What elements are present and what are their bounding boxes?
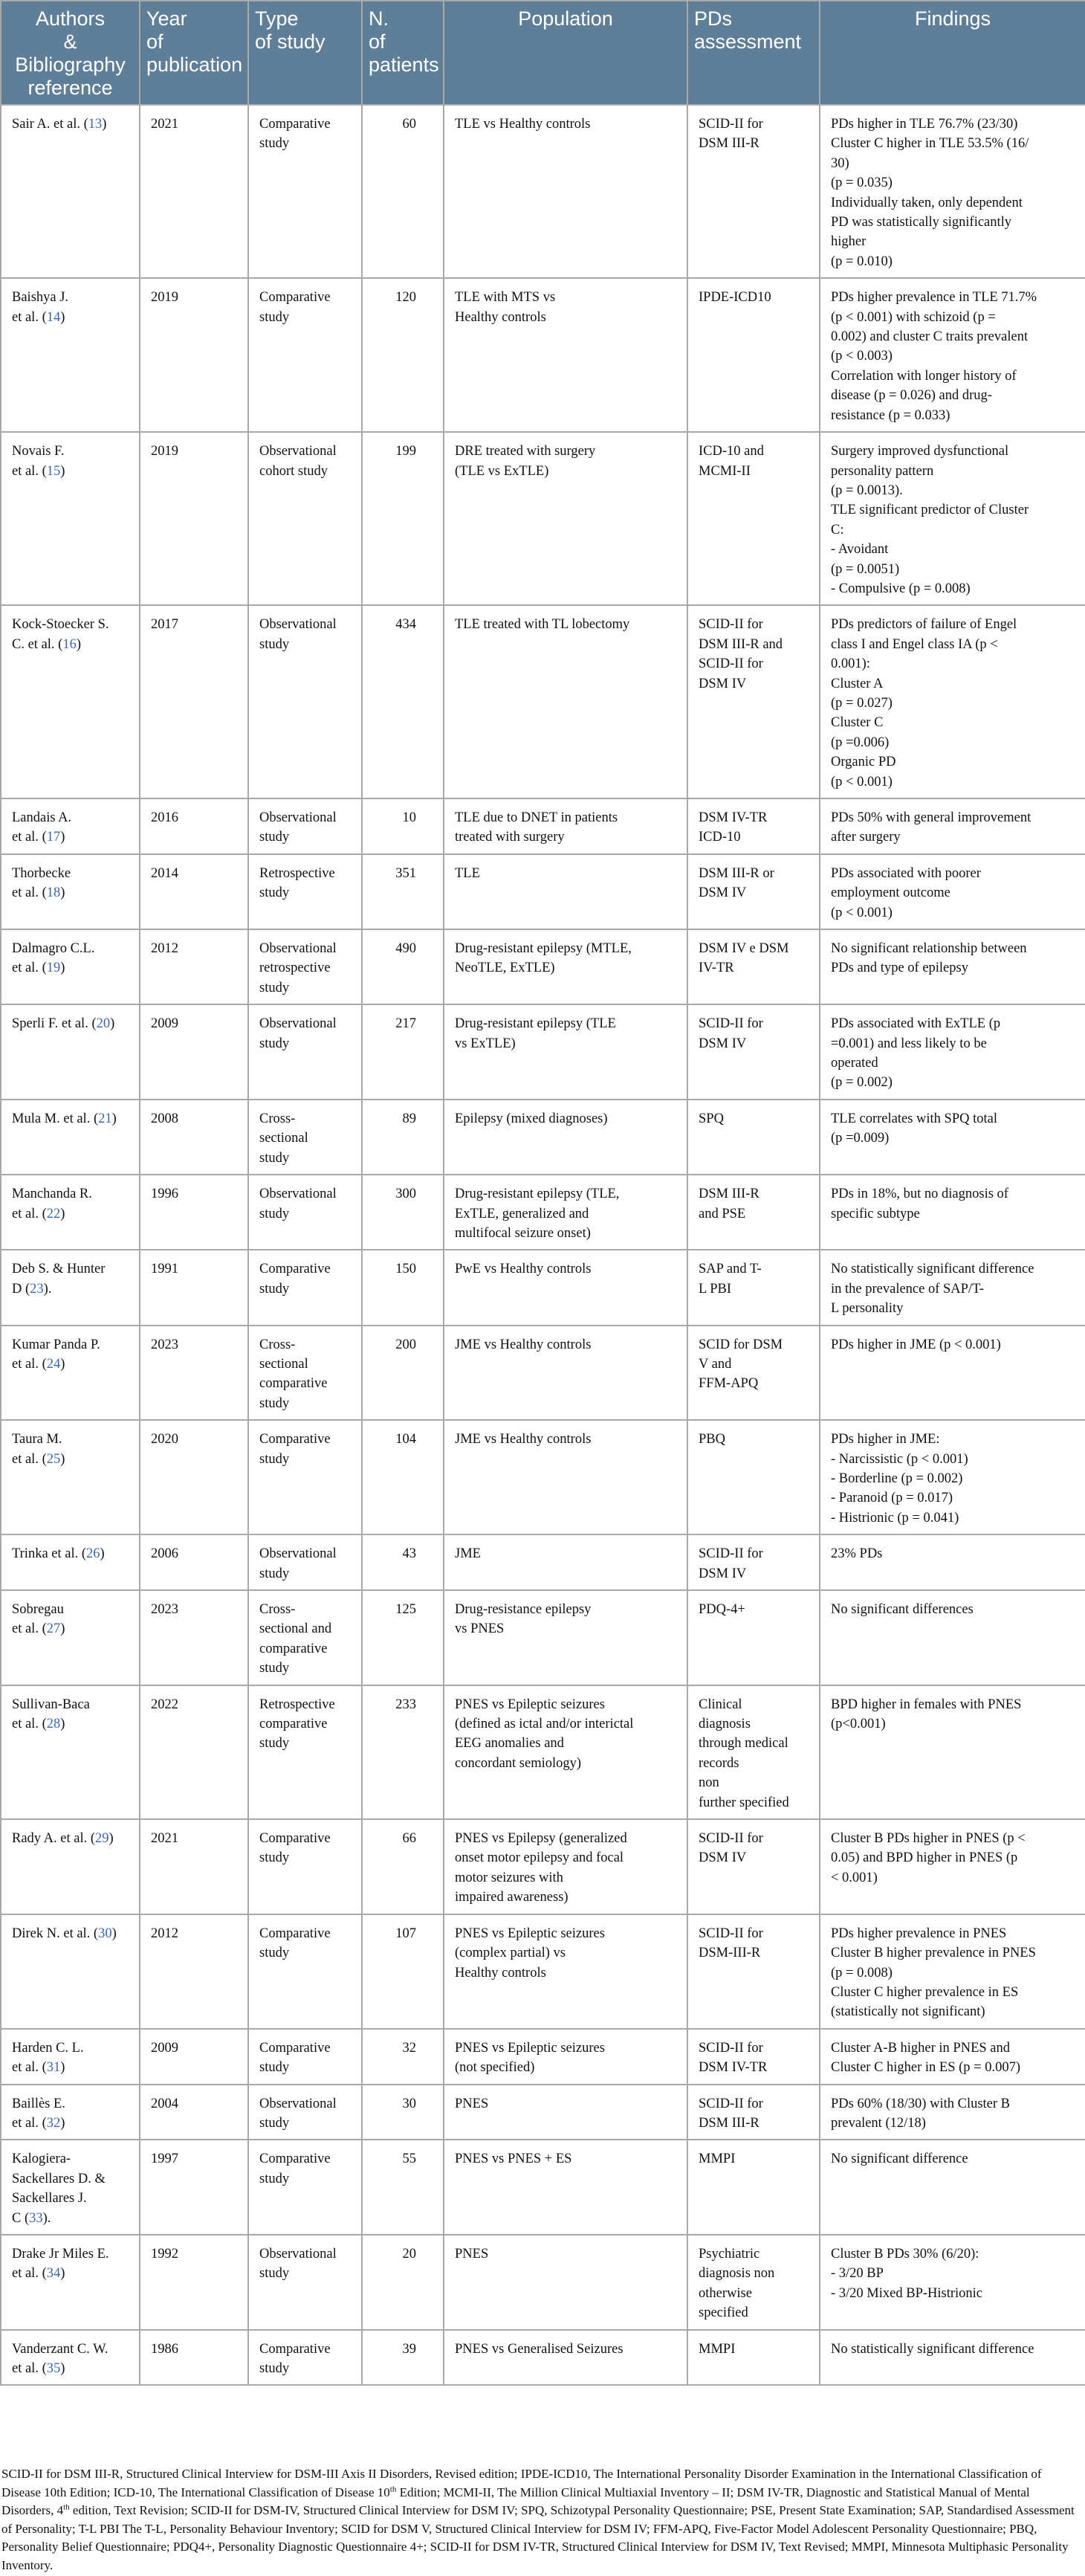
table-footnote [1, 2465, 1079, 2575]
cell-author [1, 1590, 140, 1685]
cell-year: 2021 [140, 1819, 248, 1914]
author-name: Dalmagro C.L. et al. ( [12, 941, 95, 976]
cell-study-type: Observational cohort study [248, 432, 362, 605]
author-suffix: ) [76, 636, 81, 652]
cell-study-type: Observational study [248, 1175, 362, 1250]
author-name: Kumar Panda P. et al. ( [12, 1337, 100, 1372]
author-name: Thorbecke et al. ( [12, 865, 71, 901]
header-authors: Authors & Bibliography reference [1, 1, 140, 105]
cell-population: PNES vs Epileptic seizures (not specified) [444, 2029, 687, 2085]
cell-findings: PDs associated with ExTLE (p =0.001) and less likely to be operated (p = 0.002) [820, 1004, 1085, 1100]
cell-pds-assessment: DSM III-R or DSM IV [687, 854, 820, 929]
footnote-part3: edition, Text Revision; SCID-II for DSM-IV, Structured Clinical Interview for DSM IV; SPQ, Schizotypal Personality Questionnaire; PSE, Present State Examination; SAP, Standardised Assessment of Personality; T-L PBI The T-L, Personality Behaviour Inventory; SCID for DSM V, Structured Clinical Interview for DSM IV; FFM-APQ, Five-Factor Model Adolescent Personality Questionnaire; PBQ, Personality Belief Questionnaire; PDQ4+, Personality Diagnostic Questionnaire 4+; SCID-II for DSM IV-TR, Structured Clinical Interview for DSM IV, Text Revised; MMPI, Minnesota Multiphasic Personality Inventory. [1, 2503, 1075, 2572]
author-suffix: ) [60, 2266, 65, 2282]
table-row [1, 432, 1085, 605]
cell-patients: 490 [362, 929, 444, 1004]
reference-link[interactable]: 27 [46, 1621, 61, 1637]
cell-author [1, 105, 140, 278]
cell-pds-assessment: SCID for DSM V and FFM-APQ [687, 1326, 820, 1421]
cell-population: JME [444, 1534, 687, 1590]
cell-patients: 125 [362, 1590, 444, 1685]
cell-patients: 233 [362, 1685, 444, 1819]
cell-year: 2006 [140, 1534, 248, 1590]
cell-study-type: Observational study [248, 1534, 362, 1590]
cell-pds-assessment: SCID-II for DSM IV [687, 1004, 820, 1100]
table-row [1, 1914, 1085, 2029]
cell-pds-assessment: SAP and T- L PBI [687, 1250, 820, 1325]
cell-year: 1991 [140, 1250, 248, 1325]
cell-author [1, 2330, 140, 2386]
cell-population: Epilepsy (mixed diagnoses) [444, 1100, 687, 1175]
footnote-part2: Edition; MCMI-II, The Million Clinical Multiaxial Inventory – II; DSM IV-TR, Diagnostic and Statistical Manual of Mental Disorders, 4 [1, 2485, 1030, 2517]
table-row [1, 2330, 1085, 2386]
cell-patients: 300 [362, 1175, 444, 1250]
table-row [1, 2085, 1085, 2140]
cell-study-type: Observational study [248, 2085, 362, 2140]
cell-patients: 107 [362, 1914, 444, 2029]
header-year: Year of publication [140, 1, 248, 105]
cell-findings: No significant difference [820, 2140, 1085, 2235]
table-row [1, 1250, 1085, 1325]
cell-findings: PDs in 18%, but no diagnosis of specific subtype [820, 1175, 1085, 1250]
header-type: Type of study [248, 1, 362, 105]
author-name: Rady A. et al. ( [12, 1831, 96, 1847]
author-suffix: ) [60, 2115, 65, 2131]
author-name: Novais F. et al. ( [12, 444, 65, 479]
cell-population: Drug-resistant epilepsy (MTLE, NeoTLE, ExTLE) [444, 929, 687, 1004]
cell-patients: 104 [362, 1420, 444, 1534]
cell-patients: 60 [362, 105, 444, 278]
author-suffix: ) [60, 961, 65, 976]
table-body [1, 105, 1085, 2385]
cell-findings: PDs predictors of failure of Engel class I and Engel class IA (p < 0.001): Cluster A (p = 0.027) Cluster C (p =0.006) Organic PD (p < 0.001) [820, 605, 1085, 798]
cell-pds-assessment: ICD-10 and MCMI-II [687, 432, 820, 605]
cell-author [1, 1534, 140, 1590]
cell-pds-assessment: Clinical diagnosis through medical records non further specified [687, 1685, 820, 1819]
cell-author [1, 1326, 140, 1421]
cell-study-type: Cross- sectional comparative study [248, 1326, 362, 1421]
reference-link[interactable]: 23 [30, 1281, 44, 1297]
reference-link[interactable]: 24 [46, 1356, 61, 1372]
author-name: Sullivan-Baca et al. ( [12, 1697, 90, 1732]
cell-pds-assessment: PBQ [687, 1420, 820, 1534]
cell-study-type: Observational study [248, 605, 362, 798]
cell-findings: Surgery improved dysfunctional personality pattern (p = 0.0013). TLE significant predictor of Cluster C: - Avoidant (p = 0.0051) - Compulsive (p = 0.008) [820, 432, 1085, 605]
author-name: Manchanda R. et al. ( [12, 1187, 92, 1221]
cell-author [1, 2085, 140, 2140]
cell-findings: No statistically significant difference in the prevalence of SAP/T- L personality [820, 1250, 1085, 1325]
reference-link[interactable]: 28 [46, 1717, 61, 1732]
cell-population: Drug-resistant epilepsy (TLE, ExTLE, generalized and multifocal seizure onset) [444, 1175, 687, 1250]
author-suffix: ) [100, 1546, 105, 1562]
cell-population: JME vs Healthy controls [444, 1326, 687, 1421]
cell-findings: No significant differences [820, 1590, 1085, 1685]
cell-pds-assessment: SCID-II for DSM IV [687, 1819, 820, 1914]
cell-year: 2023 [140, 1326, 248, 1421]
author-name: Landais A. et al. ( [12, 810, 72, 845]
cell-study-type: Comparative study [248, 1914, 362, 2029]
cell-study-type: Cross- sectional study [248, 1100, 362, 1175]
cell-patients: 89 [362, 1100, 444, 1175]
reference-link[interactable]: 29 [95, 1831, 109, 1847]
author-suffix: ) [111, 1925, 117, 1941]
cell-population: PNES vs Generalised Seizures [444, 2330, 687, 2386]
reference-link[interactable]: 13 [88, 117, 103, 132]
cell-author [1, 1004, 140, 1100]
cell-pds-assessment: Psychiatric diagnosis non otherwise specified [687, 2235, 820, 2330]
author-name: Sperli F. et al. ( [12, 1016, 97, 1032]
reference-link[interactable]: 33 [29, 2210, 43, 2226]
cell-findings: PDs associated with poorer employment outcome (p < 0.001) [820, 854, 1085, 929]
cell-patients: 39 [362, 2330, 444, 2386]
reference-link[interactable]: 20 [96, 1016, 111, 1032]
author-name: Deb S. & Hunter D ( [12, 1262, 106, 1297]
cell-findings: Cluster B PDs higher in PNES (p < 0.05) and BPD higher in PNES (p < 0.001) [820, 1819, 1085, 1914]
cell-findings: BPD higher in females with PNES (p<0.001) [820, 1685, 1085, 1819]
cell-patients: 200 [362, 1326, 444, 1421]
cell-year: 2014 [140, 854, 248, 929]
cell-author [1, 929, 140, 1004]
author-suffix: ) [102, 117, 107, 132]
cell-study-type: Observational retrospective study [248, 929, 362, 1004]
author-suffix: ) [111, 1111, 117, 1126]
cell-year: 2022 [140, 1685, 248, 1819]
header-pds-assessment: PDs assessment [687, 1, 820, 105]
cell-population: PwE vs Healthy controls [444, 1250, 687, 1325]
cell-pds-assessment: DSM IV-TR ICD-10 [687, 798, 820, 854]
cell-population: PNES vs PNES + ES [444, 2140, 687, 2235]
cell-population: PNES [444, 2235, 687, 2330]
cell-population: JME vs Healthy controls [444, 1420, 687, 1534]
cell-year: 2009 [140, 1004, 248, 1100]
cell-findings: No statistically significant difference [820, 2330, 1085, 2386]
footnote-sup1: th [389, 2484, 397, 2493]
table-row [1, 798, 1085, 854]
cell-findings: 23% PDs [820, 1534, 1085, 1590]
cell-year: 1992 [140, 2235, 248, 2330]
cell-findings: TLE correlates with SPQ total (p =0.009) [820, 1100, 1085, 1175]
cell-population: TLE treated with TL lobectomy [444, 605, 687, 798]
cell-patients: 20 [362, 2235, 444, 2330]
author-suffix: ) [60, 1717, 65, 1732]
cell-author [1, 1685, 140, 1819]
cell-findings: PDs higher prevalence in TLE 71.7% (p < 0.001) with schizoid (p = 0.002) and cluster C traits prevalent (p < 0.003) Correlation with longer history of disease (p = 0.026) and drug- resistance (p = 0.033) [820, 278, 1085, 432]
author-suffix: ) [60, 1206, 65, 1221]
cell-study-type: Comparative study [248, 2140, 362, 2235]
author-suffix: ) [60, 885, 65, 901]
cell-pds-assessment: SCID-II for DSM III-R and SCID-II for DSM IV [687, 605, 820, 798]
author-suffix: ) [60, 2361, 65, 2376]
table-row [1, 1004, 1085, 1100]
header-population: Population [444, 1, 687, 105]
author-name: Trinka et al. ( [12, 1546, 87, 1562]
reference-link[interactable]: 19 [46, 961, 61, 976]
author-name: Sair A. et al. ( [12, 117, 88, 132]
cell-pds-assessment: SPQ [687, 1100, 820, 1175]
author-suffix: ). [42, 2210, 51, 2226]
cell-findings: PDs higher prevalence in PNES Cluster B higher prevalence in PNES (p = 0.008) Cluster C higher prevalence in ES (statistically not significant) [820, 1914, 1085, 2029]
cell-patients: 30 [362, 2085, 444, 2140]
cell-findings: PDs higher in JME: - Narcissistic (p < 0.001) - Borderline (p = 0.002) - Paranoid (p = 0.017) - Histrionic (p = 0.041) [820, 1420, 1085, 1534]
cell-author [1, 854, 140, 929]
cell-patients: 217 [362, 1004, 444, 1100]
cell-year: 1996 [140, 1175, 248, 1250]
cell-pds-assessment: SCID-II for DSM-III-R [687, 1914, 820, 2029]
cell-population: Drug-resistance epilepsy vs PNES [444, 1590, 687, 1685]
cell-pds-assessment: SCID-II for DSM IV-TR [687, 2029, 820, 2085]
cell-population: TLE [444, 854, 687, 929]
cell-findings: PDs 60% (18/30) with Cluster B prevalent (12/18) [820, 2085, 1085, 2140]
cell-population: PNES vs Epileptic seizures (defined as ictal and/or interictal EEG anomalies and concordant semiology) [444, 1685, 687, 1819]
table-row [1, 929, 1085, 1004]
cell-findings: PDs 50% with general improvement after surgery [820, 798, 1085, 854]
cell-population: TLE due to DNET in patients treated with surgery [444, 798, 687, 854]
table-row [1, 605, 1085, 798]
author-name: Harden C. L. et al. ( [12, 2040, 84, 2076]
cell-study-type: Comparative study [248, 2330, 362, 2386]
table-row [1, 1175, 1085, 1250]
cell-author [1, 1819, 140, 1914]
cell-author [1, 1100, 140, 1175]
author-name: Kock-Stoecker S. C. et al. ( [12, 617, 109, 652]
author-name: Mula M. et al. ( [12, 1111, 99, 1126]
cell-findings: No significant relationship between PDs and type of epilepsy [820, 929, 1085, 1004]
cell-study-type: Comparative study [248, 1819, 362, 1914]
cell-author [1, 2235, 140, 2330]
header-findings: Findings [820, 1, 1085, 105]
cell-author [1, 2029, 140, 2085]
author-suffix: ) [60, 830, 65, 845]
cell-study-type: Observational study [248, 798, 362, 854]
cell-year: 2016 [140, 798, 248, 854]
cell-author [1, 1250, 140, 1325]
reference-link[interactable]: 31 [46, 2060, 61, 2076]
cell-author [1, 2140, 140, 2235]
cell-pds-assessment: DSM III-R and PSE [687, 1175, 820, 1250]
cell-findings: Cluster B PDs 30% (6/20): - 3/20 BP - 3/20 Mixed BP-Histrionic [820, 2235, 1085, 2330]
cell-patients: 32 [362, 2029, 444, 2085]
cell-population: PNES vs Epilepsy (generalized onset motor epilepsy and focal motor seizures with impaired awareness) [444, 1819, 687, 1914]
table-row [1, 1100, 1085, 1175]
reference-link[interactable]: 30 [98, 1925, 112, 1941]
author-name: Direk N. et al. ( [12, 1925, 99, 1941]
reference-link[interactable]: 14 [46, 309, 61, 325]
cell-pds-assessment: PDQ-4+ [687, 1590, 820, 1685]
cell-patients: 150 [362, 1250, 444, 1325]
cell-author [1, 278, 140, 432]
reference-link[interactable]: 35 [46, 2361, 61, 2376]
reference-link[interactable]: 15 [46, 463, 61, 479]
author-name: Baishya J. et al. ( [12, 290, 69, 325]
table-row [1, 2140, 1085, 2235]
author-name: Taura M. et al. ( [12, 1432, 62, 1467]
cell-study-type: Comparative study [248, 278, 362, 432]
author-name: Vanderzant C. W. et al. ( [12, 2341, 108, 2376]
cell-year: 1986 [140, 2330, 248, 2386]
cell-author [1, 1175, 140, 1250]
cell-patients: 10 [362, 798, 444, 854]
header-patients: N. of patients [362, 1, 444, 105]
cell-population: TLE with MTS vs Healthy controls [444, 278, 687, 432]
author-name: Drake Jr Miles E. et al. ( [12, 2246, 109, 2282]
cell-year: 2009 [140, 2029, 248, 2085]
table-row [1, 105, 1085, 278]
cell-pds-assessment: SCID-II for DSM IV [687, 1534, 820, 1590]
table-row [1, 1685, 1085, 1819]
cell-year: 1997 [140, 2140, 248, 2235]
cell-year: 2019 [140, 278, 248, 432]
reference-link[interactable]: 16 [62, 636, 77, 652]
cell-findings: PDs higher in TLE 76.7% (23/30) Cluster C higher in TLE 53.5% (16/ 30) (p = 0.035) Individually taken, only dependent PD was statistically significantly higher (p = 0.010) [820, 105, 1085, 278]
cell-population: PNES vs Epileptic seizures (complex partial) vs Healthy controls [444, 1914, 687, 2029]
table-row [1, 854, 1085, 929]
cell-pds-assessment: MMPI [687, 2140, 820, 2235]
cell-patients: 434 [362, 605, 444, 798]
cell-year: 2012 [140, 929, 248, 1004]
cell-patients: 351 [362, 854, 444, 929]
cell-author [1, 1420, 140, 1534]
cell-study-type: Comparative study [248, 1250, 362, 1325]
table-row [1, 1819, 1085, 1914]
cell-author [1, 798, 140, 854]
author-suffix: ) [60, 1451, 65, 1467]
reference-link[interactable]: 17 [46, 830, 61, 845]
table-row [1, 1534, 1085, 1590]
cell-patients: 55 [362, 2140, 444, 2235]
table-row [1, 1420, 1085, 1534]
cell-findings: PDs higher in JME (p < 0.001) [820, 1326, 1085, 1421]
table-row [1, 278, 1085, 432]
cell-year: 2004 [140, 2085, 248, 2140]
footnote-sup2: th [63, 2502, 70, 2512]
reference-link[interactable]: 21 [98, 1111, 112, 1126]
cell-pds-assessment: SCID-II for DSM III-R [687, 105, 820, 278]
table-row [1, 1590, 1085, 1685]
cell-year: 2019 [140, 432, 248, 605]
cell-year: 2020 [140, 1420, 248, 1534]
reference-link[interactable]: 26 [86, 1546, 100, 1562]
author-suffix: ) [110, 1016, 115, 1032]
footnote-part1: SCID-II for DSM III-R, Structured Clinical Interview for DSM-III Axis II Disorders, Revised edition; IPDE-ICD10, The International Personality Disorder Examination in the International Classification of Disease 10th Edition; ICD-10, The International Classification of Disease 10 [1, 2467, 1042, 2499]
table-header-row [1, 1, 1085, 105]
cell-year: 2023 [140, 1590, 248, 1685]
cell-study-type: Observational study [248, 2235, 362, 2330]
cell-patients: 199 [362, 432, 444, 605]
cell-study-type: Observational study [248, 1004, 362, 1100]
reference-link[interactable]: 32 [46, 2115, 61, 2131]
cell-study-type: Comparative study [248, 1420, 362, 1534]
cell-study-type: Comparative study [248, 105, 362, 278]
cell-findings: Cluster A-B higher in PNES and Cluster C higher in ES (p = 0.007) [820, 2029, 1085, 2085]
author-name: Baillès E. et al. ( [12, 2096, 65, 2131]
cell-pds-assessment: MMPI [687, 2330, 820, 2386]
table-row [1, 2235, 1085, 2330]
cell-author [1, 432, 140, 605]
cell-study-type: Cross- sectional and comparative study [248, 1590, 362, 1685]
author-suffix: ). [43, 1281, 52, 1297]
cell-study-type: Retrospective study [248, 854, 362, 929]
cell-population: Drug-resistant epilepsy (TLE vs ExTLE) [444, 1004, 687, 1100]
reference-link[interactable]: 25 [46, 1451, 61, 1467]
cell-author [1, 605, 140, 798]
cell-year: 2012 [140, 1914, 248, 2029]
cell-year: 2017 [140, 605, 248, 798]
reference-link[interactable]: 22 [46, 1206, 61, 1221]
cell-year: 2008 [140, 1100, 248, 1175]
cell-population: PNES [444, 2085, 687, 2140]
cell-population: TLE vs Healthy controls [444, 105, 687, 278]
author-suffix: ) [60, 1356, 65, 1372]
cell-pds-assessment: IPDE-ICD10 [687, 278, 820, 432]
cell-patients: 66 [362, 1819, 444, 1914]
author-suffix: ) [60, 309, 65, 325]
author-name: Kalogiera- Sackellares D. & Sackellares J. C ( [12, 2151, 106, 2226]
table-row [1, 1326, 1085, 1421]
cell-year: 2021 [140, 105, 248, 278]
cell-patients: 120 [362, 278, 444, 432]
cell-study-type: Comparative study [248, 2029, 362, 2085]
author-name: Sobregau et al. ( [12, 1602, 64, 1637]
author-suffix: ) [108, 1831, 114, 1847]
cell-population: DRE treated with surgery (TLE vs ExTLE) [444, 432, 687, 605]
table-row [1, 2029, 1085, 2085]
author-suffix: ) [60, 1621, 65, 1637]
cell-study-type: Retrospective comparative study [248, 1685, 362, 1819]
cell-author [1, 1914, 140, 2029]
reference-link[interactable]: 18 [46, 885, 61, 901]
cell-pds-assessment: DSM IV e DSM IV-TR [687, 929, 820, 1004]
reference-link[interactable]: 34 [46, 2266, 61, 2282]
cell-pds-assessment: SCID-II for DSM III-R [687, 2085, 820, 2140]
author-suffix: ) [60, 463, 65, 479]
author-suffix: ) [60, 2060, 65, 2076]
cell-patients: 43 [362, 1534, 444, 1590]
